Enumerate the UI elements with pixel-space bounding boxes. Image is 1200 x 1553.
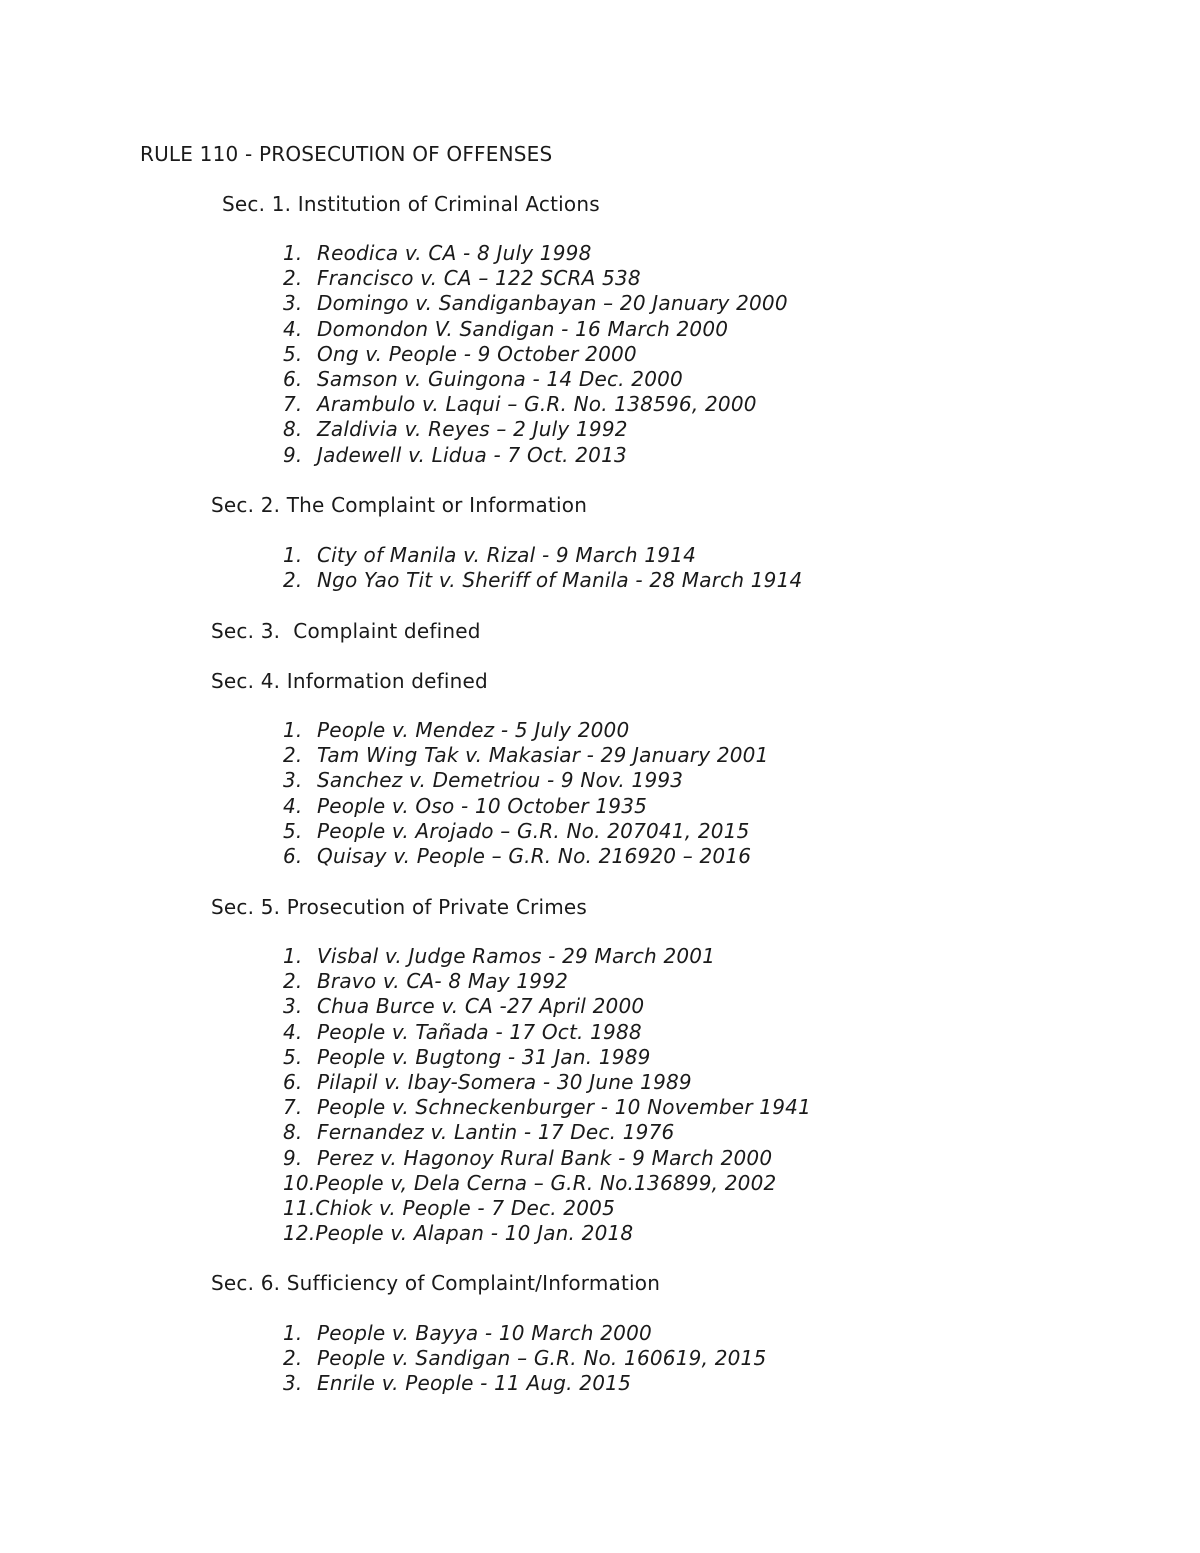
case-citation: Fernandez v. Lantin - 17 Dec. 1976 — [317, 1120, 675, 1145]
case-number: 7. — [283, 392, 303, 417]
case-citation: People v. Mendez - 5 July 2000 — [317, 718, 630, 742]
section-3-heading: Sec. 3. Complaint defined — [211, 619, 481, 643]
case-number: 1. — [283, 1321, 303, 1345]
case-citation: Quisay v. People – G.R. No. 216920 – 2016 — [317, 843, 752, 868]
section-2-heading: Sec. 2. The Complaint or Information — [211, 493, 588, 517]
case-number: 5. — [283, 818, 303, 843]
case-number: 8. — [283, 417, 303, 442]
case-citation: Ngo Yao Tit v. Sheriff of Manila - 28 March 1914 — [317, 568, 803, 593]
case-number: 3. — [283, 994, 303, 1019]
case-line — [283, 1196, 615, 1221]
case-citation: Visbal v. Judge Ramos - 29 March 2001 — [317, 944, 716, 968]
case-citation: People v. Bayya - 10 March 2000 — [317, 1321, 652, 1345]
case-number: 9. — [283, 1145, 303, 1170]
case-citation: Pilapil v. Ibay-Somera - 30 June 1989 — [317, 1069, 692, 1094]
case-citation: Jadewell v. Lidua - 7 Oct. 2013 — [317, 442, 627, 467]
case-citation: Samson v. Guingona - 14 Dec. 2000 — [317, 366, 683, 391]
case-number: 4. — [283, 316, 303, 341]
section-5-heading: Sec. 5. Prosecution of Private Crimes — [211, 895, 588, 919]
case-number: 1. — [283, 944, 303, 968]
case-number: 2. — [283, 568, 303, 593]
case-number: 10. — [283, 1170, 316, 1195]
case-number: 3. — [283, 1371, 303, 1396]
case-number: 7. — [283, 1095, 303, 1120]
section-4-heading: Sec. 4. Information defined — [211, 669, 488, 693]
case-number: 5. — [283, 1044, 303, 1069]
case-citation: Arambulo v. Laqui – G.R. No. 138596, 2000 — [317, 392, 757, 417]
case-number: 2. — [283, 969, 303, 994]
case-number: 11. — [283, 1195, 316, 1220]
case-number: 3. — [283, 768, 303, 793]
case-citation: City of Manila v. Rizal - 9 March 1914 — [317, 543, 697, 567]
case-line — [283, 1171, 776, 1196]
case-number: 4. — [283, 793, 303, 818]
section-1-heading: Sec. 1. Institution of Criminal Actions — [222, 192, 600, 216]
case-citation: Tam Wing Tak v. Makasiar - 29 January 2001 — [317, 743, 769, 768]
case-citation: People v. Alapan - 10 Jan. 2018 — [315, 1221, 634, 1246]
case-citation: People v. Oso - 10 October 1935 — [317, 793, 648, 818]
case-citation: People v. Schneckenburger - 10 November 1941 — [317, 1095, 811, 1120]
case-citation: Reodica v. CA - 8 July 1998 — [317, 241, 592, 265]
case-citation: People v. Arojado – G.R. No. 207041, 2015 — [317, 818, 750, 843]
case-citation: Francisco v. CA – 122 SCRA 538 — [317, 266, 641, 291]
case-citation: People v. Sandigan – G.R. No. 160619, 2015 — [317, 1346, 767, 1371]
case-number: 9. — [283, 442, 303, 467]
case-number: 12. — [283, 1221, 316, 1246]
case-citation: Domondon V. Sandigan - 16 March 2000 — [317, 316, 729, 341]
case-number: 3. — [283, 291, 303, 316]
case-number: 1. — [283, 241, 303, 265]
case-number: 6. — [283, 366, 303, 391]
case-citation: Chua Burce v. CA -27 April 2000 — [317, 994, 645, 1019]
case-line — [283, 1221, 633, 1246]
case-citation: Enrile v. People - 11 Aug. 2015 — [317, 1371, 631, 1396]
case-number: 1. — [283, 543, 303, 567]
case-number: 8. — [283, 1120, 303, 1145]
case-number: 2. — [283, 1346, 303, 1371]
document-title: RULE 110 - PROSECUTION OF OFFENSES — [140, 142, 553, 166]
case-citation: Bravo v. CA- 8 May 1992 — [317, 969, 569, 994]
case-citation: Domingo v. Sandiganbayan – 20 January 2000 — [317, 291, 788, 316]
case-number: 1. — [283, 718, 303, 742]
case-citation: People v. Tañada - 17 Oct. 1988 — [317, 1019, 642, 1044]
case-number: 2. — [283, 743, 303, 768]
case-citation: People v. Bugtong - 31 Jan. 1989 — [317, 1044, 651, 1069]
case-number: 2. — [283, 266, 303, 291]
case-citation: Zaldivia v. Reyes – 2 July 1992 — [317, 417, 628, 442]
case-citation: Perez v. Hagonoy Rural Bank - 9 March 2000 — [317, 1145, 773, 1170]
case-number: 6. — [283, 843, 303, 868]
case-number: 5. — [283, 341, 303, 366]
case-citation: Sanchez v. Demetriou - 9 Nov. 1993 — [317, 768, 684, 793]
case-citation: People v, Dela Cerna – G.R. No.136899, 2002 — [315, 1170, 777, 1195]
case-number: 6. — [283, 1069, 303, 1094]
case-citation: Chiok v. People - 7 Dec. 2005 — [315, 1195, 616, 1220]
case-number: 4. — [283, 1019, 303, 1044]
section-6-heading: Sec. 6. Sufficiency of Complaint/Information — [211, 1271, 661, 1295]
case-citation: Ong v. People - 9 October 2000 — [317, 341, 637, 366]
